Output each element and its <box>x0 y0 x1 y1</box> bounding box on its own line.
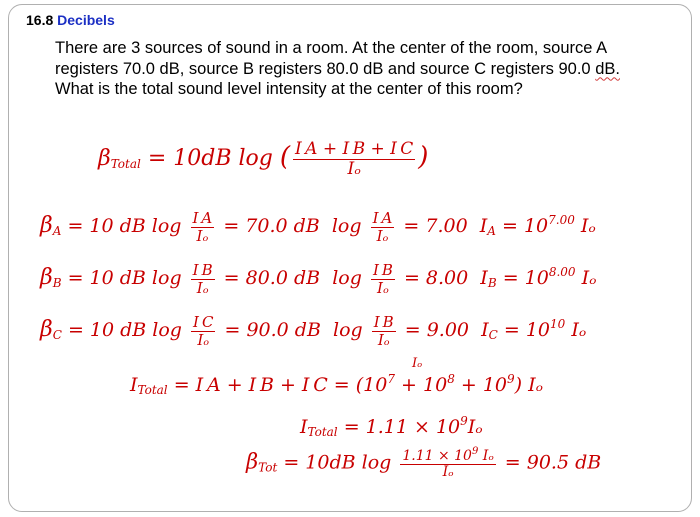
handwritten-total-formula: βTotal = 10dB log ( $\frac{\text{I A + I B + I C}}{\text{Iₒ}}$ ) <box>98 139 429 179</box>
handwritten-line-b: βB = 10 dB log $\frac{\text{I B}}{\text{Iₒ}}$ = 80.0 dB log $\frac{\text{I B}}{\text{Iₒ}}$ = 8.00 IB = $10^{8.00}$ Iₒ <box>40 261 597 297</box>
question-part-2: What is the total sound level intensity at the center of this room? <box>55 80 523 98</box>
section-heading <box>26 12 115 28</box>
section-number: 16.8 <box>26 12 54 28</box>
handwritten-line-c: βC = 10 dB log $\frac{\text{I C}}{\text{Iₒ}}$ = 90.0 dB log $\frac{\text{I B}}{\text{Iₒ}}$ = 9.00 IC = $10^{10}$ Iₒ <box>40 313 587 349</box>
question-text <box>55 38 655 100</box>
handwritten-total-intensity: ITotal = I A + I B + I $C = (10^7 + 10^8 + 10^9)$ Iₒ <box>130 372 543 397</box>
handwritten-line-a: βA = 10 dB log $\frac{\text{I A}}{\text{Iₒ}}$ = 70.0 dB log $\frac{\text{I A}}{\text{Iₒ}}$ = 7.00 IA = $10^{7.00}$ Iₒ <box>40 209 596 245</box>
handwritten-annotation-io: Iₒ <box>412 356 423 371</box>
spellcheck-marked-word: dB. <box>595 59 620 78</box>
section-title: Decibels <box>57 12 115 28</box>
handwritten-final-result: βTot = 10dB log $\frac{1.11 \times 10^9 I_o}{\text{Iₒ}}$ = 90.5 dB <box>246 446 602 481</box>
handwritten-total-value: ITotal = $1.11 \times 10^9I_o$ <box>300 414 483 439</box>
question-part-1: There are 3 sources of sound in a room. At the center of the room, source A registers 70.0 dB, source B registers 80.0 dB and source C registers 90.0 <box>55 39 607 78</box>
